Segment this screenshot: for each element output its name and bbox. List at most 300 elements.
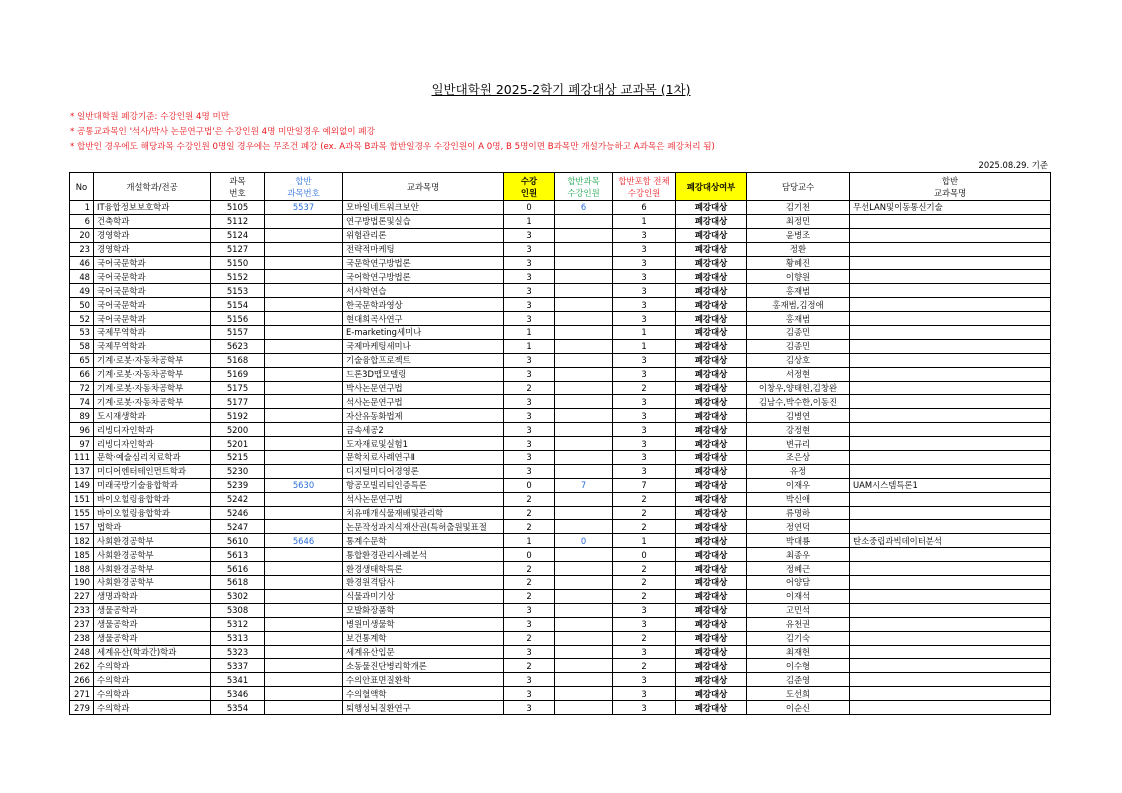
- table-row: [70, 381, 1051, 395]
- cell-department: 바이오힐링융합학과: [94, 492, 211, 506]
- cell-enrollment: 3: [504, 464, 555, 478]
- cell-no: 227: [70, 589, 94, 603]
- cell-course-code: 5169: [211, 367, 265, 381]
- cell-department: 세계유산(학과간)학과: [94, 645, 211, 659]
- table-row: [70, 201, 1051, 215]
- cell-closing-status: 폐강대상: [676, 201, 747, 215]
- cell-joint-course-code: [265, 367, 343, 381]
- cell-joint-course-code: 5630: [265, 478, 343, 492]
- cell-course-code: 5613: [211, 548, 265, 562]
- cell-total-enrollment: 3: [613, 284, 676, 298]
- cell-professor: 이창우,양태헌,김창완: [747, 381, 850, 395]
- cell-professor: 정연덕: [747, 520, 850, 534]
- cell-joint-course-code: [265, 589, 343, 603]
- cell-professor: 홍재범: [747, 312, 850, 326]
- cell-department: 문학·예술심리치료학과: [94, 451, 211, 465]
- cell-professor: 김상호: [747, 353, 850, 367]
- cell-no: 48: [70, 270, 94, 284]
- cell-closing-status: 폐강대상: [676, 409, 747, 423]
- cell-course-code: 5152: [211, 270, 265, 284]
- header-closing-status: 폐강대상여부: [676, 173, 747, 201]
- cell-joint-enrollment: [555, 451, 613, 465]
- cell-joint-course-code: [265, 548, 343, 562]
- cell-no: 137: [70, 464, 94, 478]
- cell-course-name: 금속세공2: [343, 423, 504, 437]
- header-course-code: 과목 번호: [211, 173, 265, 201]
- cell-joint-course-code: [265, 617, 343, 631]
- cell-joint-course-name: [850, 312, 1051, 326]
- cell-department: 수의학과: [94, 659, 211, 673]
- cell-enrollment: 3: [504, 270, 555, 284]
- cell-closing-status: 폐강대상: [676, 659, 747, 673]
- cell-total-enrollment: 3: [613, 603, 676, 617]
- cell-total-enrollment: 3: [613, 687, 676, 701]
- cell-course-code: 5175: [211, 381, 265, 395]
- cell-course-code: 5246: [211, 506, 265, 520]
- table-row: [70, 506, 1051, 520]
- cell-professor: 이재우: [747, 478, 850, 492]
- cell-closing-status: 폐강대상: [676, 242, 747, 256]
- cell-no: 233: [70, 603, 94, 617]
- table-row: [70, 256, 1051, 270]
- cell-department: 법학과: [94, 520, 211, 534]
- cell-course-name: 문학치료사례연구Ⅱ: [343, 451, 504, 465]
- cell-total-enrollment: 3: [613, 353, 676, 367]
- cell-professor: 김종민: [747, 339, 850, 353]
- cell-course-code: 5192: [211, 409, 265, 423]
- header-course-name: 교과목명: [343, 173, 504, 201]
- table-row: [70, 548, 1051, 562]
- cell-no: 96: [70, 423, 94, 437]
- table-body: [70, 201, 1051, 715]
- cell-closing-status: 폐강대상: [676, 603, 747, 617]
- cell-joint-course-name: 탄소중립과빅데이터분석: [850, 534, 1051, 548]
- cell-closing-status: 폐강대상: [676, 256, 747, 270]
- cell-total-enrollment: 2: [613, 576, 676, 590]
- table-row: [70, 242, 1051, 256]
- cell-course-name: 환경원격탐사: [343, 576, 504, 590]
- cell-course-code: 5323: [211, 645, 265, 659]
- cell-professor: 김기천: [747, 201, 850, 215]
- cell-enrollment: 3: [504, 256, 555, 270]
- cell-joint-course-code: [265, 409, 343, 423]
- cell-closing-status: 폐강대상: [676, 312, 747, 326]
- cell-no: 248: [70, 645, 94, 659]
- table-row: [70, 520, 1051, 534]
- cell-joint-enrollment: [555, 326, 613, 340]
- cell-closing-status: 폐강대상: [676, 284, 747, 298]
- table-row: [70, 284, 1051, 298]
- cell-joint-course-name: [850, 339, 1051, 353]
- cell-joint-course-name: [850, 631, 1051, 645]
- cell-joint-enrollment: [555, 687, 613, 701]
- cell-course-code: 5150: [211, 256, 265, 270]
- table-row: [70, 701, 1051, 715]
- cell-joint-enrollment: [555, 576, 613, 590]
- cell-no: 279: [70, 701, 94, 715]
- cell-joint-enrollment: [555, 645, 613, 659]
- cell-joint-enrollment: [555, 395, 613, 409]
- header-department: 개설학과/전공: [94, 173, 211, 201]
- cell-total-enrollment: 3: [613, 701, 676, 715]
- note-joint-class: * 합반인 경우에도 해당과목 수강인원 0명일 경우에는 무조건 폐강 (ex. A과목 B과목 합반일경우 수강인원이 A 0명, B 5명이면 B과목만 개설가능하고 A과목은 폐강처리 됨): [70, 142, 715, 152]
- cell-department: 수의학과: [94, 673, 211, 687]
- table-row: [70, 617, 1051, 631]
- cell-no: 151: [70, 492, 94, 506]
- cell-total-enrollment: 3: [613, 228, 676, 242]
- cell-course-code: 5618: [211, 576, 265, 590]
- cell-joint-course-code: [265, 312, 343, 326]
- cell-joint-course-code: [265, 437, 343, 451]
- cell-joint-course-name: [850, 423, 1051, 437]
- cell-total-enrollment: 3: [613, 256, 676, 270]
- cell-total-enrollment: 3: [613, 270, 676, 284]
- cell-course-name: 국문학연구방법론: [343, 256, 504, 270]
- cell-joint-enrollment: [555, 381, 613, 395]
- cell-department: 국어국문학과: [94, 256, 211, 270]
- cell-joint-course-code: [265, 284, 343, 298]
- cell-course-name: 병원미생물학: [343, 617, 504, 631]
- cell-total-enrollment: 0: [613, 548, 676, 562]
- cell-course-code: 5341: [211, 673, 265, 687]
- cell-professor: 정환: [747, 242, 850, 256]
- cell-joint-course-name: [850, 284, 1051, 298]
- cell-course-name: 연구방법론및실습: [343, 214, 504, 228]
- cell-professor: 이재석: [747, 589, 850, 603]
- cell-course-name: 통합환경관리사례분석: [343, 548, 504, 562]
- cell-total-enrollment: 3: [613, 673, 676, 687]
- cell-closing-status: 폐강대상: [676, 326, 747, 340]
- cell-course-name: 현대희곡사연구: [343, 312, 504, 326]
- cell-no: 149: [70, 478, 94, 492]
- cell-enrollment: 2: [504, 576, 555, 590]
- cell-course-code: 5346: [211, 687, 265, 701]
- cell-professor: 정혜근: [747, 562, 850, 576]
- cell-total-enrollment: 3: [613, 423, 676, 437]
- cell-total-enrollment: 1: [613, 326, 676, 340]
- cell-joint-course-name: [850, 687, 1051, 701]
- cell-no: 65: [70, 353, 94, 367]
- cell-course-code: 5215: [211, 451, 265, 465]
- cell-department: 수의학과: [94, 687, 211, 701]
- cell-course-name: 수의혈액학: [343, 687, 504, 701]
- cell-department: 미래국방기술융합학과: [94, 478, 211, 492]
- cell-joint-enrollment: [555, 409, 613, 423]
- cell-enrollment: 3: [504, 284, 555, 298]
- cell-department: 생명과학과: [94, 589, 211, 603]
- cell-total-enrollment: 2: [613, 381, 676, 395]
- cell-course-name: 치유매개식물재배및관리학: [343, 506, 504, 520]
- cell-professor: 김병연: [747, 409, 850, 423]
- cell-professor: 변규리: [747, 437, 850, 451]
- closing-courses-table: [69, 172, 1051, 715]
- cell-enrollment: 3: [504, 437, 555, 451]
- table-row: [70, 645, 1051, 659]
- cell-no: 97: [70, 437, 94, 451]
- cell-course-code: 5623: [211, 339, 265, 353]
- cell-joint-enrollment: [555, 242, 613, 256]
- cell-professor: 유정: [747, 464, 850, 478]
- note-closing-criteria: * 일반대학원 폐강기준: 수강인원 4명 미만: [70, 112, 230, 122]
- cell-enrollment: 3: [504, 423, 555, 437]
- table-row: [70, 659, 1051, 673]
- cell-enrollment: 3: [504, 687, 555, 701]
- cell-enrollment: 3: [504, 409, 555, 423]
- cell-course-name: E-marketing세미나: [343, 326, 504, 340]
- header-joint-enrollment: 합반과목 수강인원: [555, 173, 613, 201]
- cell-department: 국제무역학과: [94, 326, 211, 340]
- table-row: [70, 589, 1051, 603]
- cell-closing-status: 폐강대상: [676, 562, 747, 576]
- cell-joint-course-name: [850, 270, 1051, 284]
- cell-department: 국제무역학과: [94, 339, 211, 353]
- cell-course-code: 5313: [211, 631, 265, 645]
- cell-joint-course-code: [265, 339, 343, 353]
- cell-course-code: 5302: [211, 589, 265, 603]
- table-row: [70, 367, 1051, 381]
- cell-no: 157: [70, 520, 94, 534]
- cell-joint-course-code: [265, 673, 343, 687]
- cell-closing-status: 폐강대상: [676, 395, 747, 409]
- cell-professor: 홍재범: [747, 284, 850, 298]
- cell-joint-course-code: [265, 214, 343, 228]
- cell-no: 20: [70, 228, 94, 242]
- cell-no: 52: [70, 312, 94, 326]
- cell-joint-course-code: [265, 395, 343, 409]
- cell-department: 사회환경공학부: [94, 562, 211, 576]
- cell-department: 도시재생학과: [94, 409, 211, 423]
- cell-course-name: 디지털미디어경영론: [343, 464, 504, 478]
- cell-closing-status: 폐강대상: [676, 423, 747, 437]
- cell-no: 74: [70, 395, 94, 409]
- cell-professor: 이순신: [747, 701, 850, 715]
- cell-total-enrollment: 2: [613, 492, 676, 506]
- cell-professor: 이향원: [747, 270, 850, 284]
- cell-course-name: 세계유산입문: [343, 645, 504, 659]
- cell-enrollment: 1: [504, 214, 555, 228]
- cell-no: 89: [70, 409, 94, 423]
- cell-joint-course-code: [265, 423, 343, 437]
- document-title: 일반대학원 2025-2학기 폐강대상 교과목 (1차): [431, 82, 691, 97]
- table-row: [70, 353, 1051, 367]
- cell-joint-enrollment: [555, 562, 613, 576]
- table-row: [70, 326, 1051, 340]
- cell-course-code: 5177: [211, 395, 265, 409]
- cell-course-name: 석사논문연구법: [343, 395, 504, 409]
- cell-professor: 김종민: [747, 326, 850, 340]
- table-row: [70, 437, 1051, 451]
- cell-joint-course-name: [850, 395, 1051, 409]
- cell-joint-enrollment: [555, 589, 613, 603]
- cell-department: 국어국문학과: [94, 312, 211, 326]
- cell-total-enrollment: 3: [613, 409, 676, 423]
- cell-joint-course-code: [265, 659, 343, 673]
- cell-professor: 어양담: [747, 576, 850, 590]
- cell-course-code: 5337: [211, 659, 265, 673]
- cell-closing-status: 폐강대상: [676, 451, 747, 465]
- cell-professor: 김준영: [747, 673, 850, 687]
- cell-department: 수의학과: [94, 701, 211, 715]
- cell-no: 6: [70, 214, 94, 228]
- cell-department: 국어국문학과: [94, 298, 211, 312]
- cell-course-code: 5242: [211, 492, 265, 506]
- cell-total-enrollment: 6: [613, 201, 676, 215]
- cell-course-name: 퇴행성뇌질환연구: [343, 701, 504, 715]
- cell-joint-enrollment: [555, 270, 613, 284]
- cell-no: 46: [70, 256, 94, 270]
- cell-course-name: 식물과미기상: [343, 589, 504, 603]
- cell-closing-status: 폐강대상: [676, 492, 747, 506]
- cell-department: 생물공학과: [94, 617, 211, 631]
- cell-course-name: 환경생태학특론: [343, 562, 504, 576]
- cell-course-name: 위험관리론: [343, 228, 504, 242]
- cell-joint-course-name: [850, 645, 1051, 659]
- cell-department: 경영학과: [94, 242, 211, 256]
- cell-enrollment: 2: [504, 631, 555, 645]
- cell-joint-course-name: [850, 228, 1051, 242]
- cell-total-enrollment: 3: [613, 367, 676, 381]
- cell-professor: 류명하: [747, 506, 850, 520]
- cell-joint-course-name: [850, 576, 1051, 590]
- cell-joint-course-name: [850, 520, 1051, 534]
- cell-course-name: 수의안표면질환학: [343, 673, 504, 687]
- cell-professor: 김남수,박수한,이동진: [747, 395, 850, 409]
- cell-closing-status: 폐강대상: [676, 701, 747, 715]
- cell-enrollment: 3: [504, 617, 555, 631]
- cell-enrollment: 3: [504, 395, 555, 409]
- cell-course-name: 모발화장품학: [343, 603, 504, 617]
- cell-joint-course-name: [850, 464, 1051, 478]
- cell-no: 185: [70, 548, 94, 562]
- cell-joint-course-name: [850, 659, 1051, 673]
- cell-total-enrollment: 2: [613, 659, 676, 673]
- cell-enrollment: 0: [504, 548, 555, 562]
- cell-enrollment: 1: [504, 534, 555, 548]
- cell-joint-enrollment: [555, 214, 613, 228]
- cell-joint-course-code: [265, 492, 343, 506]
- cell-joint-enrollment: [555, 603, 613, 617]
- cell-department: 바이오힐링융합학과: [94, 506, 211, 520]
- cell-joint-enrollment: 7: [555, 478, 613, 492]
- cell-enrollment: 2: [504, 520, 555, 534]
- cell-joint-course-name: [850, 673, 1051, 687]
- cell-department: 생물공학과: [94, 603, 211, 617]
- cell-closing-status: 폐강대상: [676, 228, 747, 242]
- note-common-course: * 공통교과목인 '석사/박사 논문연구법'은 수강인원 4명 미만일경우 예외없이 폐강: [70, 127, 375, 137]
- cell-professor: 최재헌: [747, 645, 850, 659]
- cell-no: 50: [70, 298, 94, 312]
- table-row: [70, 228, 1051, 242]
- cell-joint-enrollment: [555, 492, 613, 506]
- cell-joint-course-name: [850, 451, 1051, 465]
- cell-joint-course-code: [265, 298, 343, 312]
- cell-department: 미디어엔터테인먼트학과: [94, 464, 211, 478]
- cell-course-code: 5308: [211, 603, 265, 617]
- table-header-row: [70, 173, 1051, 201]
- cell-professor: 최종우: [747, 548, 850, 562]
- cell-total-enrollment: 2: [613, 520, 676, 534]
- cell-enrollment: 2: [504, 659, 555, 673]
- cell-closing-status: 폐강대상: [676, 381, 747, 395]
- cell-closing-status: 폐강대상: [676, 687, 747, 701]
- cell-department: 기계·로봇·자동차공학부: [94, 367, 211, 381]
- cell-professor: 최정민: [747, 214, 850, 228]
- cell-joint-course-name: [850, 214, 1051, 228]
- cell-joint-course-name: [850, 506, 1051, 520]
- cell-total-enrollment: 3: [613, 437, 676, 451]
- cell-department: 생물공학과: [94, 631, 211, 645]
- cell-professor: 이수형: [747, 659, 850, 673]
- cell-joint-course-name: [850, 617, 1051, 631]
- cell-joint-course-code: [265, 576, 343, 590]
- cell-enrollment: 3: [504, 312, 555, 326]
- table-row: [70, 395, 1051, 409]
- cell-closing-status: 폐강대상: [676, 673, 747, 687]
- cell-joint-course-name: [850, 242, 1051, 256]
- header-professor: 담당교수: [747, 173, 850, 201]
- cell-course-name: 기술융합프로젝트: [343, 353, 504, 367]
- cell-course-code: 5168: [211, 353, 265, 367]
- cell-total-enrollment: 2: [613, 562, 676, 576]
- cell-department: 기계·로봇·자동차공학부: [94, 395, 211, 409]
- table-row: [70, 312, 1051, 326]
- cell-joint-enrollment: [555, 437, 613, 451]
- cell-course-name: 석사논문연구법: [343, 492, 504, 506]
- cell-course-code: 5153: [211, 284, 265, 298]
- cell-joint-course-name: [850, 256, 1051, 270]
- cell-course-name: 박사논문연구법: [343, 381, 504, 395]
- cell-closing-status: 폐강대상: [676, 270, 747, 284]
- cell-joint-enrollment: [555, 673, 613, 687]
- cell-total-enrollment: 2: [613, 631, 676, 645]
- table-row: [70, 631, 1051, 645]
- cell-course-name: 모바일네트워크보안: [343, 201, 504, 215]
- cell-professor: 황혜진: [747, 256, 850, 270]
- cell-professor: 고민석: [747, 603, 850, 617]
- header-joint-course-name: 합반 교과목명: [850, 173, 1051, 201]
- cell-no: 1: [70, 201, 94, 215]
- cell-joint-course-code: [265, 687, 343, 701]
- cell-total-enrollment: 1: [613, 534, 676, 548]
- cell-joint-course-code: [265, 451, 343, 465]
- cell-enrollment: 2: [504, 562, 555, 576]
- cell-course-code: 5230: [211, 464, 265, 478]
- cell-professor: 조은상: [747, 451, 850, 465]
- cell-course-name: 논문작성과지식재산권(특허출원및표절: [343, 520, 504, 534]
- cell-enrollment: 3: [504, 645, 555, 659]
- cell-joint-course-code: [265, 631, 343, 645]
- cell-no: 266: [70, 673, 94, 687]
- table-row: [70, 603, 1051, 617]
- cell-joint-course-code: [265, 562, 343, 576]
- cell-professor: 박신애: [747, 492, 850, 506]
- cell-department: 리빙디자인학과: [94, 423, 211, 437]
- cell-closing-status: 폐강대상: [676, 214, 747, 228]
- cell-joint-course-name: [850, 589, 1051, 603]
- cell-total-enrollment: 3: [613, 451, 676, 465]
- cell-closing-status: 폐강대상: [676, 617, 747, 631]
- table-row: [70, 270, 1051, 284]
- table-row: [70, 214, 1051, 228]
- cell-course-name: 서사학연습: [343, 284, 504, 298]
- cell-enrollment: 3: [504, 603, 555, 617]
- cell-enrollment: 3: [504, 298, 555, 312]
- cell-course-code: 5201: [211, 437, 265, 451]
- cell-course-code: 5156: [211, 312, 265, 326]
- cell-course-name: 도자재료및실험1: [343, 437, 504, 451]
- cell-joint-course-name: [850, 409, 1051, 423]
- cell-enrollment: 2: [504, 506, 555, 520]
